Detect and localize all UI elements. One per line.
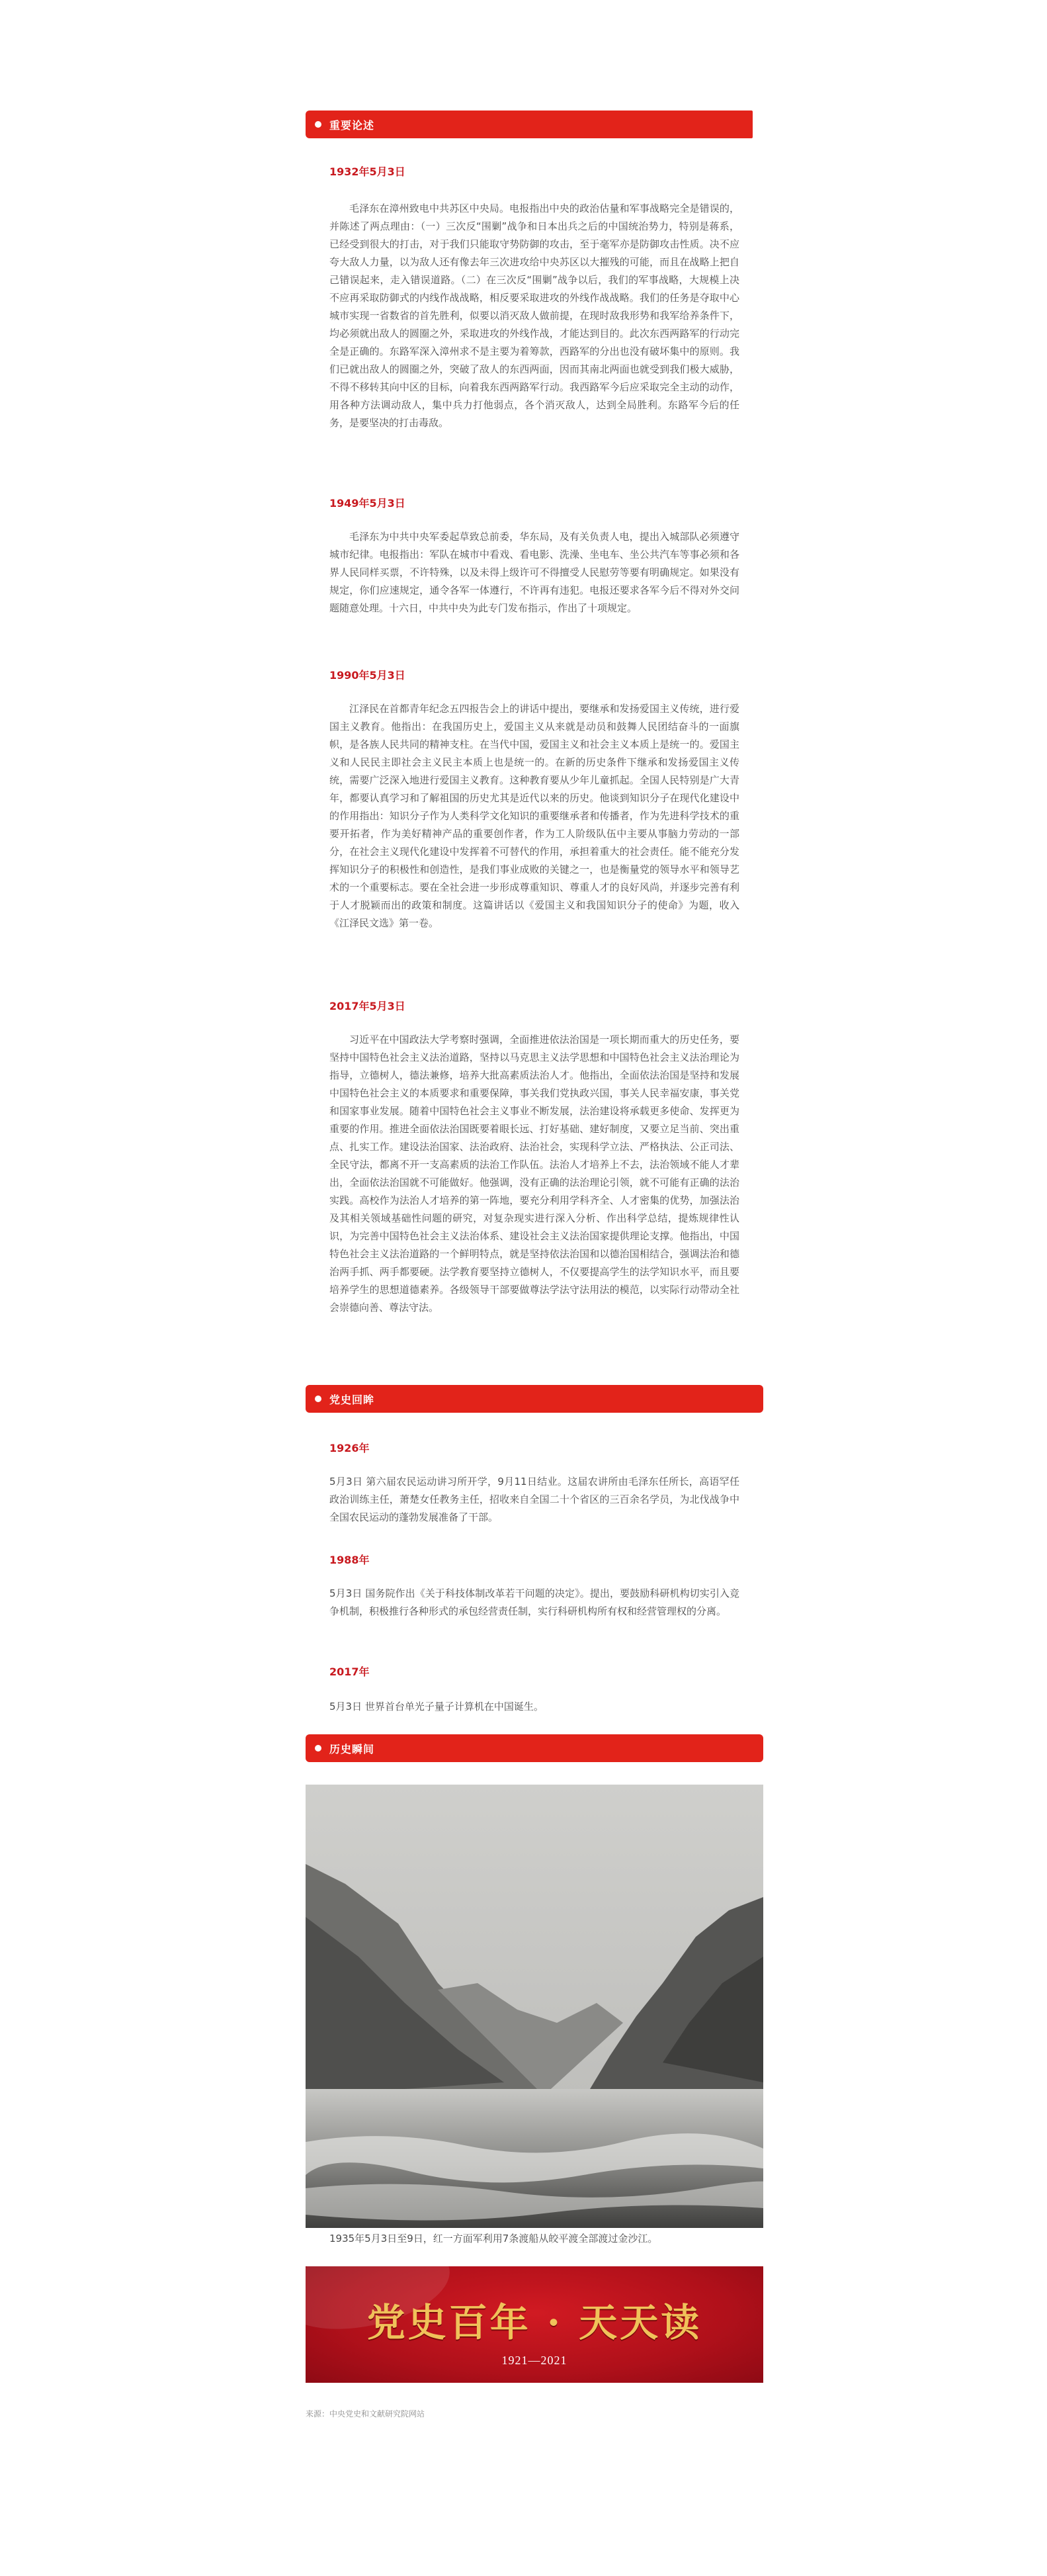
section-title: 重要论述 bbox=[329, 118, 375, 132]
remark-date-1990: 1990年5月3日 bbox=[329, 669, 405, 682]
bullet-dot-icon bbox=[315, 1396, 321, 1402]
remark-date-2017: 2017年5月3日 bbox=[329, 1000, 405, 1012]
historical-photo-jinsha-river bbox=[306, 1785, 763, 2228]
banner-years: 1921—2021 bbox=[501, 2354, 567, 2367]
remark-text-1990: 江泽民在首都青年纪念五四报告会上的讲话中提出，要继承和发扬爱国主义传统，进行爱国主义教育。他指出：在我国历史上，爱国主义从来就是动员和鼓舞人民团结奋斗的一面旗帜，是各族人民共同的精神支柱。在当代中国，爱国主义和社会主义本质上是统一的。爱国主义和人民民主即社会主义民主本质上也是统一的。在新的历史条件下继承和发扬爱国主义传统，需要广泛深入地进行爱国主义教育。这种教育要从少年儿童抓起。全国人民特别是广大青年，都要认真学习和了解祖国的历史尤其是近代以来的历史。他谈到知识分子在现代化建设中的作用指出：知识分子作为人类科学文化知识的重要继承者和传播者，作为先进科学技术的重要开拓者，作为美好精神产品的重要创作者，作为工人阶级队伍中主要从事脑力劳动的一部分，在社会主义现代化建设中发挥着不可替代的作用，承担着重大的社会责任。能不能充分发挥知识分子的积极性和创造性，是我们事业成败的关键之一，也是衡量党的领导水平和领导艺术的一个重要标志。要在全社会进一步形成尊重知识、尊重人才的良好风尚，并逐步完善有利于人才脱颖而出的政策和制度。这篇讲话以《爱国主义和我国知识分子的使命》为题，收入《江泽民文选》第一卷。 bbox=[329, 703, 739, 929]
remark-text-1949: 毛泽东为中共中央军委起草致总前委，华东局，及有关负责人电，提出入城部队必须遵守城市纪律。电报指出：军队在城市中看戏、看电影、洗澡、坐电车、坐公共汽车等事必须和各界人民同样买票，不许特殊，以及未得上级许可不得擅受人民慰劳等要有明确规定。如果没有规定，你们应速规定，通令各军一体遵行，不许再有违犯。电报还要求各军今后不得对外交问题随意处理。十六日，中共中央为此专门发布指示，作出了十项规定。 bbox=[329, 531, 739, 614]
review-text-1988: 5月3日 国务院作出《关于科技体制改革若干问题的决定》。提出，要鼓励科研机构切实引入竞争机制，积极推行各种形式的承包经营责任制，实行科研机构所有权和经营管理权的分离。 bbox=[329, 1587, 739, 1617]
mountain-river-illustration bbox=[306, 1785, 763, 2228]
review-text-1926: 5月3日 第六届农民运动讲习所开学，9月11日结业。这届农讲所由毛泽东任所长，高语罕任政治训练主任，萧楚女任教务主任，招收来自全国二十个省区的三百余名学员，为北伐战争中全国农民运动的蓬勃发展准备了干部。 bbox=[329, 1476, 739, 1523]
remark-text-2017: 习近平在中国政法大学考察时强调，全面推进依法治国是一项长期而重大的历史任务，要坚持中国特色社会主义法治道路，坚持以马克思主义法学思想和中国特色社会主义法治理论为指导，立德树人，德法兼修，培养大批高素质法治人才。他指出，全面依法治国是坚持和发展中国特色社会主义的本质要求和重要保障，事关我们党执政兴国，事关人民幸福安康，事关党和国家事业发展。随着中国特色社会主义事业不断发展，法治建设将承载更多使命、发挥更为重要的作用。推进全面依法治国既要着眼长远、打好基础、建好制度，又要立足当前、突出重点、扎实工作。建设法治国家、法治政府、法治社会，实现科学立法、严格执法、公正司法、全民守法，都离不开一支高素质的法治工作队伍。法治人才培养上不去，法治领域不能人才辈出，全面依法治国就不可能做好。他强调，没有正确的法治理论引领，就不可能有正确的法治实践。高校作为法治人才培养的第一阵地，要充分利用学科齐全、人才密集的优势，加强法治及其相关领域基础性问题的研究，对复杂现实进行深入分析、作出科学总结，提炼规律性认识，为完善中国特色社会主义法治体系、建设社会主义法治国家提供理论支撑。他指出，中国特色社会主义法治道路的一个鲜明特点，就是坚持依法治国和以德治国相结合，强调法治和德治两手抓、两手都要硬。法学教育要坚持立德树人，不仅要提高学生的法学知识水平，而且要培养学生的思想道德素养。各级领导干部要做尊法学法守法用法的模范，以实际行动带动全社会崇德向善、尊法守法。 bbox=[329, 1034, 739, 1313]
review-year-1926: 1926年 bbox=[329, 1442, 370, 1454]
section-header-party-history-review bbox=[306, 1385, 763, 1413]
section-header-historical-moment bbox=[306, 1734, 763, 1762]
bullet-dot-icon bbox=[315, 121, 321, 128]
section-title: 党史回眸 bbox=[329, 1393, 375, 1406]
review-year-1988: 1988年 bbox=[329, 1554, 370, 1566]
article-source: 来源：中央党史和文献研究院网站 bbox=[306, 2409, 425, 2419]
review-text-2017: 5月3日 世界首台单光子量子计算机在中国诞生。 bbox=[329, 1701, 544, 1712]
remark-text-1932: 毛泽东在漳州致电中共苏区中央局。电报指出中央的政治估量和军事战略完全是错误的，并陈述了两点理由：（一）三次反“围剿”战争和日本出兵之后的中国统治势力，特别是蒋系，已经受到很大的打击，对于我们只能取守势防御的攻击，至于毫军亦是防御攻击性质。决不应夸大敌人力量，以为敌人还有像去年三次进攻给中央苏区以大摧残的可能，而且在战略上把自己错误起来，走入错误道路。（二）在三次反“围剿”战争以后，我们的军事战略，大规模上决不应再采取防御式的内线作战战略，相反要采取进攻的外线作战战略。我们的任务是夺取中心城市实现一省数省的首先胜利，似要以消灭敌人做前提，在现时敌我形势和我军给养条件下，均必须就出敌人的圆圈之外，采取进攻的外线作战，才能达到目的。此次东西两路军的行动完全是正确的。东路军深入漳州求不是主要为着筹款，西路军的分出也没有破坏集中的原则。我们已就出敌人的圆圈之外，突破了敌人的东西两面，因而其南北两面也就受到我们极大威胁，不得不移转其向中区的目标，向着我东西两路军行动。我西路军今后应采取完全主动的动作，用各种方法调动敌人，集中兵力打他弱点，各个消灭敌人，达到全局胜利。东路军今后的任务，是要坚决的打击毒敌。 bbox=[329, 202, 739, 429]
review-year-2017: 2017年 bbox=[329, 1666, 370, 1678]
remark-date-1949: 1949年5月3日 bbox=[329, 497, 405, 510]
banner-title: 党史百年 · 天天读 bbox=[366, 2300, 702, 2345]
photo-caption: 1935年5月3日至9日，红一方面军利用7条渡船从皎平渡全部渡过金沙江。 bbox=[329, 2233, 658, 2244]
section-title: 历史瞬间 bbox=[329, 1742, 375, 1755]
remark-date-1932: 1932年5月3日 bbox=[329, 165, 405, 178]
bullet-dot-icon bbox=[315, 1745, 321, 1752]
section-header-important-remarks bbox=[306, 111, 753, 138]
party-history-banner bbox=[306, 2266, 763, 2383]
